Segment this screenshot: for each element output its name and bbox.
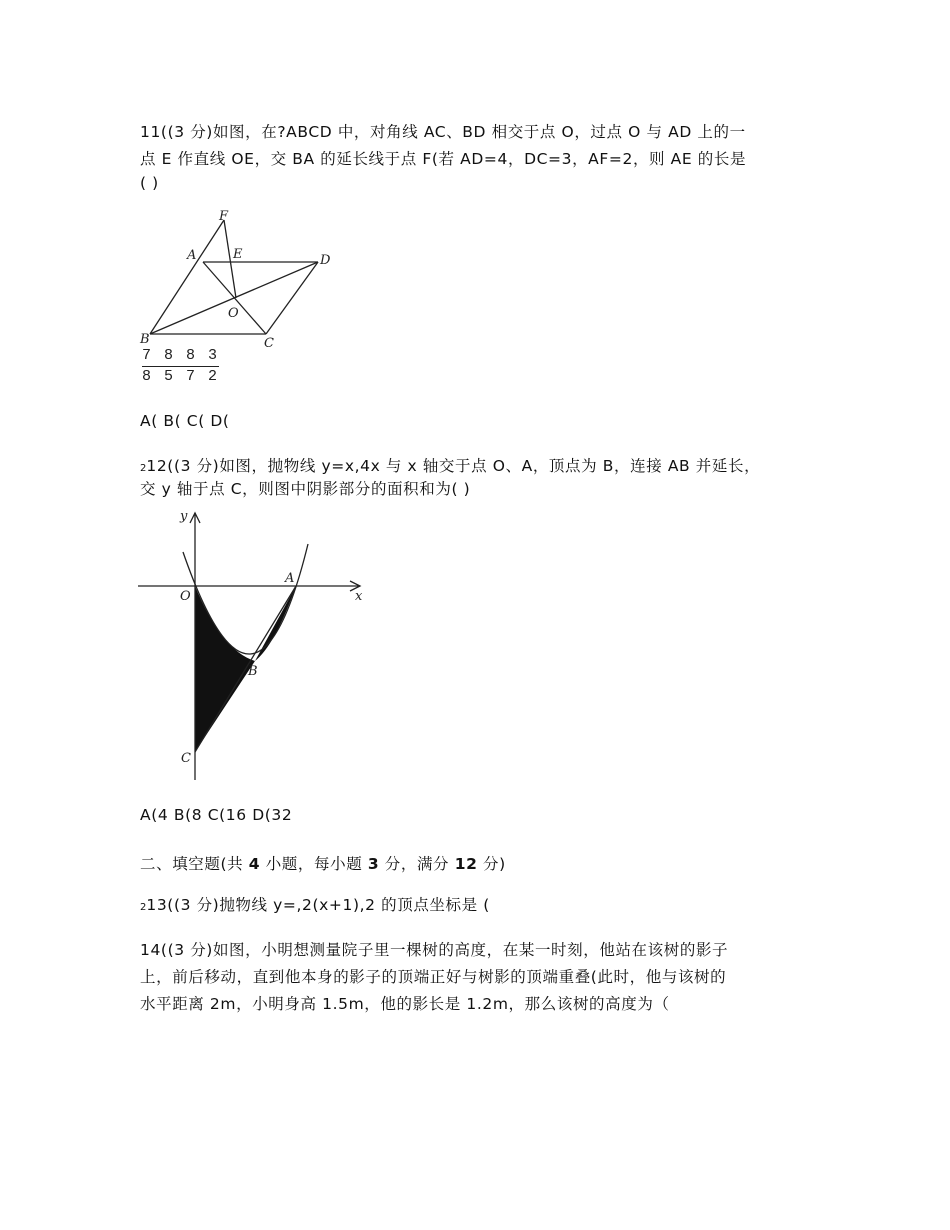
q12-line-1	[140, 454, 760, 476]
q12-parabola-figure	[135, 505, 375, 785]
segment-bf	[150, 220, 224, 334]
q12-prefix: 2	[140, 463, 147, 474]
label-c: C	[181, 751, 191, 766]
q11-line-2: 点 E 作直线 OE，交 BA 的延长线于点 F(若 AD=4，DC=3，AF=2，则 AE 的长是	[140, 150, 747, 168]
q11-options: A( B( C( D(	[140, 412, 230, 430]
q13-text: 13((3 分)抛物线 y=,2(x+1),2 的顶点坐标是 (	[146, 896, 490, 914]
q12-line-2: 交 y 轴于点 C，则图中阴影部分的面积和为( )	[140, 480, 471, 498]
q11-parallelogram-figure	[135, 205, 335, 350]
label-b: B	[140, 332, 150, 347]
label-d: D	[320, 253, 331, 268]
section-2-heading	[140, 852, 506, 874]
q14-line-1: 14((3 分)如图，小明想测量院子里一棵树的高度，在某一时刻，他站在该树的影子	[140, 941, 729, 959]
section-text-a: 二、填空题(共	[140, 855, 249, 873]
q11-line-1: 11((3 分)如图，在?ABCD 中，对角线 AC、BD 相交于点 O，过点 O 与 AD 上的一	[140, 123, 746, 141]
q13-prefix: 2	[140, 902, 147, 913]
section-text-b: 小题，每小题	[260, 855, 368, 873]
q14-line-3: 水平距离 2m，小明身高 1.5m，他的影长是 1.2m，那么该树的高度为（	[140, 995, 670, 1013]
section-text-c: 分，满分	[379, 855, 455, 873]
label-c: C	[264, 336, 274, 351]
label-y: y	[180, 509, 188, 524]
section-each: 3	[367, 855, 380, 873]
label-f: F	[219, 209, 229, 224]
section-text-d: 分)	[477, 855, 506, 873]
section-total: 12	[454, 855, 478, 873]
section-count: 4	[248, 855, 261, 873]
q11-fraction-options	[142, 346, 219, 386]
q13-line	[140, 893, 490, 915]
q14-line-2: 上，前后移动，直到他本身的影子的顶端正好与树影的顶端重叠(此时，他与该树的	[140, 968, 727, 986]
label-o: O	[180, 589, 191, 604]
q12-options: A(4 B(8 C(16 D(32	[140, 806, 293, 824]
fraction-numerators: 7 8 8 3	[142, 346, 219, 367]
q12-text-1: 12((3 分)如图，抛物线 y=x,4x 与 x 轴交于点 O、A，顶点为 B，连接 AB 并延长，	[146, 457, 761, 475]
label-e: E	[233, 247, 243, 262]
q11-line-3: ( )	[140, 174, 159, 192]
label-b: B	[248, 664, 258, 679]
label-a: A	[285, 571, 295, 586]
label-a: A	[187, 248, 197, 263]
fraction-denominators: 8 5 7 2	[142, 368, 220, 385]
label-o: O	[228, 306, 239, 321]
label-x: x	[355, 589, 363, 604]
